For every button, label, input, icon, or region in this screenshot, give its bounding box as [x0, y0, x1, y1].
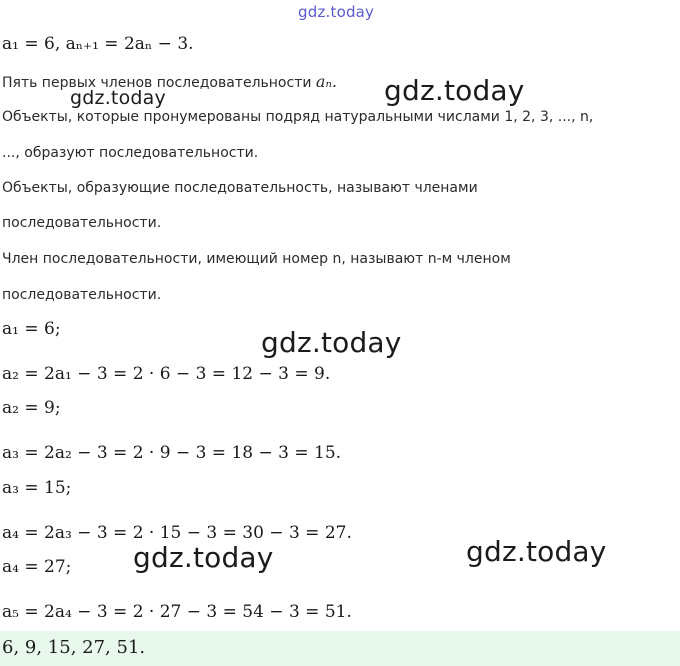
solution-step: a₃ = 15; [2, 478, 72, 498]
solution-step: a₃ = 2a₂ − 3 = 2 · 9 − 3 = 18 − 3 = 15. [2, 443, 342, 463]
watermark: gdz.today [384, 74, 525, 107]
answer-text: 6, 9, 15, 27, 51. [2, 637, 146, 658]
task-text: Пять первых членов последовательности [2, 75, 312, 91]
solution-step: a₂ = 2a₁ − 3 = 2 · 6 − 3 = 12 − 3 = 9. [2, 364, 331, 384]
watermark: gdz.today [70, 87, 166, 109]
watermark: gdz.today [466, 535, 607, 568]
solution-step: a₁ = 6; [2, 319, 61, 339]
solution-step: a₄ = 27; [2, 557, 72, 577]
task-variable: aₙ. [315, 72, 338, 91]
definition-line: последовательности. [2, 287, 162, 303]
solution-step: a₄ = 2a₃ − 3 = 2 · 15 − 3 = 30 − 3 = 27. [2, 523, 352, 543]
solution-step: a₅ = 2a₄ − 3 = 2 · 27 − 3 = 54 − 3 = 51. [2, 602, 352, 622]
task-statement [2, 72, 337, 93]
definition-line: ..., образуют последовательности. [2, 145, 259, 161]
problem-condition: a₁ = 6, aₙ₊₁ = 2aₙ − 3. [2, 34, 194, 54]
definition-line: Член последовательности, имеющий номер n, называют n-м членом [2, 251, 511, 267]
watermark: gdz.today [261, 326, 402, 359]
definition-line: Объекты, образующие последовательность, называют членами [2, 180, 478, 196]
watermark: gdz.today [133, 541, 274, 574]
definition-line: последовательности. [2, 215, 162, 231]
solution-step: a₂ = 9; [2, 398, 61, 418]
watermark-top: gdz.today [298, 3, 375, 21]
definition-line: Объекты, которые пронумерованы подряд натуральными числами 1, 2, 3, ..., n, [2, 109, 594, 125]
